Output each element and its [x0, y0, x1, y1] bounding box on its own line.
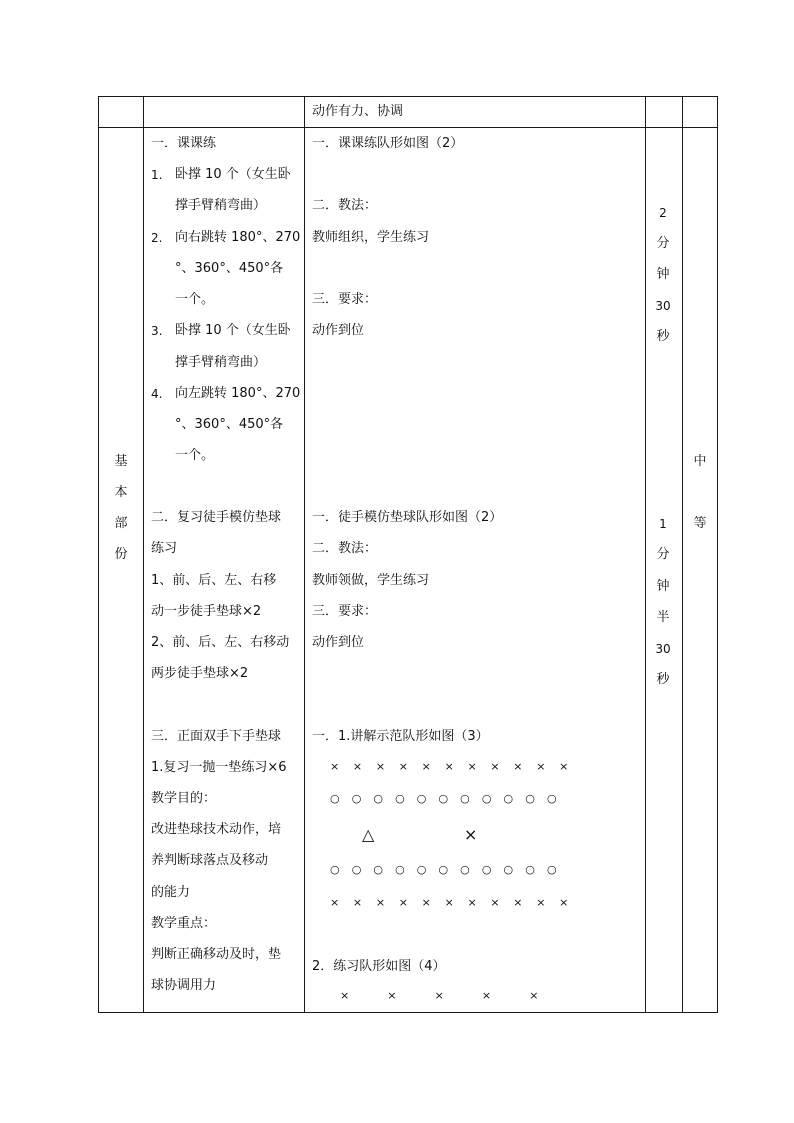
content-line: 一．课课练 — [151, 136, 217, 151]
section-label-char: 部 — [114, 516, 128, 531]
content-line: 两步徒手垫球×2 — [151, 666, 249, 681]
demo-student-cross: × — [464, 825, 478, 844]
content-line: 向右跳转 180°、270 — [175, 230, 301, 245]
content-line: 撑手臂稍弯曲） — [175, 355, 267, 370]
content-line: 1.复习一抛一垫练习×6 — [151, 760, 287, 775]
list-number: 2. — [151, 231, 163, 245]
content-line: °、360°、450°各 — [175, 261, 284, 276]
method-line: 一．1.讲解示范队形如图（3） — [312, 729, 489, 744]
col-line-6 — [717, 96, 718, 1013]
content-line: 改进垫球技术动作，培 — [151, 822, 282, 837]
list-number: 4. — [151, 387, 163, 401]
content-line: 1、前、后、左、右移 — [151, 573, 277, 588]
col-line-3 — [304, 96, 305, 1013]
grade-char: 等 — [693, 516, 707, 531]
content-line: 卧撑 10 个（女生卧 — [175, 167, 291, 182]
content-line: 撑手臂稍弯曲） — [175, 198, 267, 213]
content-line: 向左跳转 180°、270 — [175, 386, 301, 401]
method-line: 动作到位 — [312, 635, 365, 650]
time-char: 分 — [656, 547, 670, 562]
grade-char: 中 — [693, 454, 707, 469]
content-line: 练习 — [151, 541, 178, 556]
method-line: 2．练习队形如图（4） — [312, 959, 446, 974]
formation-cross-row: × × × × × × × × × × × — [330, 760, 574, 773]
col-line-4 — [645, 96, 646, 1013]
section-label-char: 份 — [114, 547, 128, 562]
content-line: 教学重点： — [151, 916, 217, 931]
time-char: 秒 — [656, 672, 670, 687]
time-char: 1 — [659, 517, 667, 531]
top-row-text: 动作有力、协调 — [312, 104, 404, 119]
time-char: 半 — [656, 610, 670, 625]
formation-cross-row: × × × × × × × × × × × — [330, 896, 574, 909]
method-line: 动作到位 — [312, 323, 365, 338]
table-border-bottom — [98, 1012, 718, 1013]
formation-circle-row: ○ ○ ○ ○ ○ ○ ○ ○ ○ ○ ○ — [330, 792, 561, 805]
content-line: 判断正确移动及时，垫 — [151, 947, 282, 962]
section-label-char: 本 — [114, 485, 128, 500]
method-line: 教师领做，学生练习 — [312, 573, 430, 588]
table-border-top — [98, 96, 718, 97]
method-line: 一．课课练队形如图（2） — [312, 136, 464, 151]
method-line: 三．要求： — [312, 604, 378, 619]
list-number: 3. — [151, 324, 163, 338]
col-line-1 — [98, 96, 99, 1013]
content-line: 一个。 — [175, 448, 215, 463]
method-line: 二．教法： — [312, 198, 378, 213]
time-char: 钟 — [656, 579, 670, 594]
list-number: 1. — [151, 168, 163, 182]
time-char: 秒 — [656, 329, 670, 344]
time-char: 钟 — [656, 267, 670, 282]
col-line-2 — [143, 96, 144, 1013]
row-divider — [98, 127, 718, 128]
content-line: 二．复习徒手模仿垫球 — [151, 510, 282, 525]
content-line: 的能力 — [151, 885, 191, 900]
time-char: 30 — [655, 642, 671, 656]
teacher-triangle-icon: △ — [362, 825, 375, 844]
formation-bottom-row: × × × × × — [340, 989, 546, 1002]
section-label-char: 基 — [114, 454, 128, 469]
content-line: 养判断球落点及移动 — [151, 853, 269, 868]
method-line: 二．教法： — [312, 541, 378, 556]
method-line: 一．徒手模仿垫球队形如图（2） — [312, 510, 503, 525]
time-char: 2 — [659, 206, 667, 220]
content-line: 球协调用力 — [151, 978, 217, 993]
time-char: 分 — [656, 236, 670, 251]
content-line: 三．正面双手下手垫球 — [151, 729, 282, 744]
col-line-5 — [682, 96, 683, 1013]
content-line: 动一步徒手垫球×2 — [151, 604, 262, 619]
formation-circle-row: ○ ○ ○ ○ ○ ○ ○ ○ ○ ○ ○ — [330, 863, 561, 876]
time-char: 30 — [655, 299, 671, 313]
content-line: °、360°、450°各 — [175, 417, 284, 432]
content-line: 教学目的： — [151, 791, 217, 806]
content-line: 2、前、后、左、右移动 — [151, 635, 290, 650]
content-line: 一个。 — [175, 292, 215, 307]
method-line: 三．要求： — [312, 292, 378, 307]
content-line: 卧撑 10 个（女生卧 — [175, 323, 291, 338]
method-line: 教师组织，学生练习 — [312, 230, 430, 245]
